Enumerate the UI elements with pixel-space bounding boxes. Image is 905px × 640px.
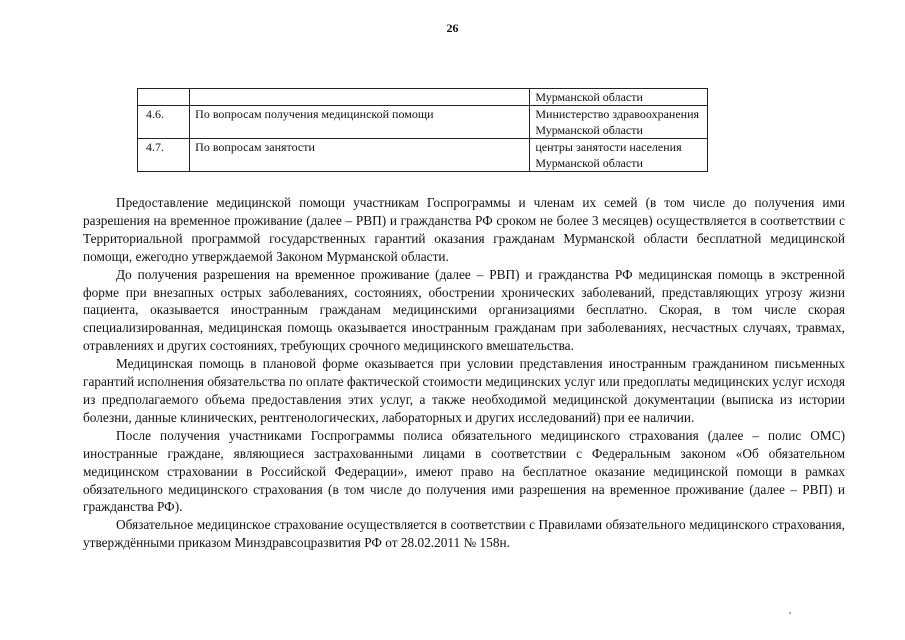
row-authority-cell: центры занятости населения Мурманской области — [530, 139, 708, 172]
document-body — [83, 194, 845, 552]
table-row — [138, 89, 708, 106]
paragraph-medical-care-provision: Предоставление медицинской помощи участникам Госпрограммы и членам их семей (в том числе до получения ими разрешения на временное проживание (далее – РВП) и гражданства РФ сроком не более 3 месяцев) осуществляется в соответствии с Территориальной программой государственных гарантий оказания гражданам Мурманской области бесплатной медицинской помощи, ежегодно утверждаемой Законом Мурманской области. — [83, 195, 845, 264]
paragraph-oms-rules: Обязательное медицинское страхование осуществляется в соответствии с Правилами обязательного медицинского страхования, утверждёнными приказом Минздравсоцразвития РФ от 28.02.2011 № 158н. — [83, 517, 845, 551]
row-topic-cell: По вопросам получения медицинской помощи — [190, 106, 530, 139]
row-number-cell: 4.6. — [138, 106, 190, 139]
page-number: 26 — [446, 21, 459, 35]
table-row — [138, 139, 708, 172]
contacts-table — [137, 88, 708, 172]
paragraph-oms-policy: После получения участниками Госпрограммы полиса обязательного медицинского страхования (далее – полис ОМС) иностранные граждане, являющиеся застрахованными лицами в соответствии с Федеральным законом «Об обязательном медицинском страховании в Российской Федерации», имеют право на бесплатное оказание медицинской помощи в рамках обязательного медицинского страхования (в том числе до получения ими разрешения на временное проживание (далее – РВП) и гражданства РФ). — [83, 427, 845, 515]
scan-artifact — [789, 612, 791, 614]
row-topic-cell — [190, 89, 530, 106]
table-row — [138, 106, 708, 139]
row-authority-cell: Мурманской области — [530, 89, 708, 106]
paragraph-planned-care: Медицинская помощь в плановой форме оказывается при условии представления иностранным гражданином письменных гарантий исполнения обязательства по оплате фактической стоимости медицинских услуг или предоплаты медицинских услуг исходя из предполагаемого объема предоставления этих услуг, а также необходимой медицинской документации (выписка из истории болезни, данные клинических, рентгенологических, лабораторных и других исследований) при ее наличии. — [83, 356, 845, 425]
paragraph-emergency-care: До получения разрешения на временное проживание (далее – РВП) и гражданства РФ медицинская помощь в экстренной форме при внезапных острых заболеваниях, состояниях, обострении хронических заболеваний, представляющих угрозу жизни пациента, оказывается иностранным гражданам медицинскими организациями бесплатно. Скорая, в том числе скорая специализированная, медицинская помощь оказывается иностранным гражданам при заболеваниях, несчастных случаях, травмах, отравлениях и других состояниях, требующих срочного медицинского вмешательства. — [83, 266, 845, 354]
row-topic-cell: По вопросам занятости — [190, 139, 530, 172]
row-number-cell: 4.7. — [138, 139, 190, 172]
row-authority-cell: Министерство здравоохранения Мурманской области — [530, 106, 708, 139]
row-number-cell — [138, 89, 190, 106]
